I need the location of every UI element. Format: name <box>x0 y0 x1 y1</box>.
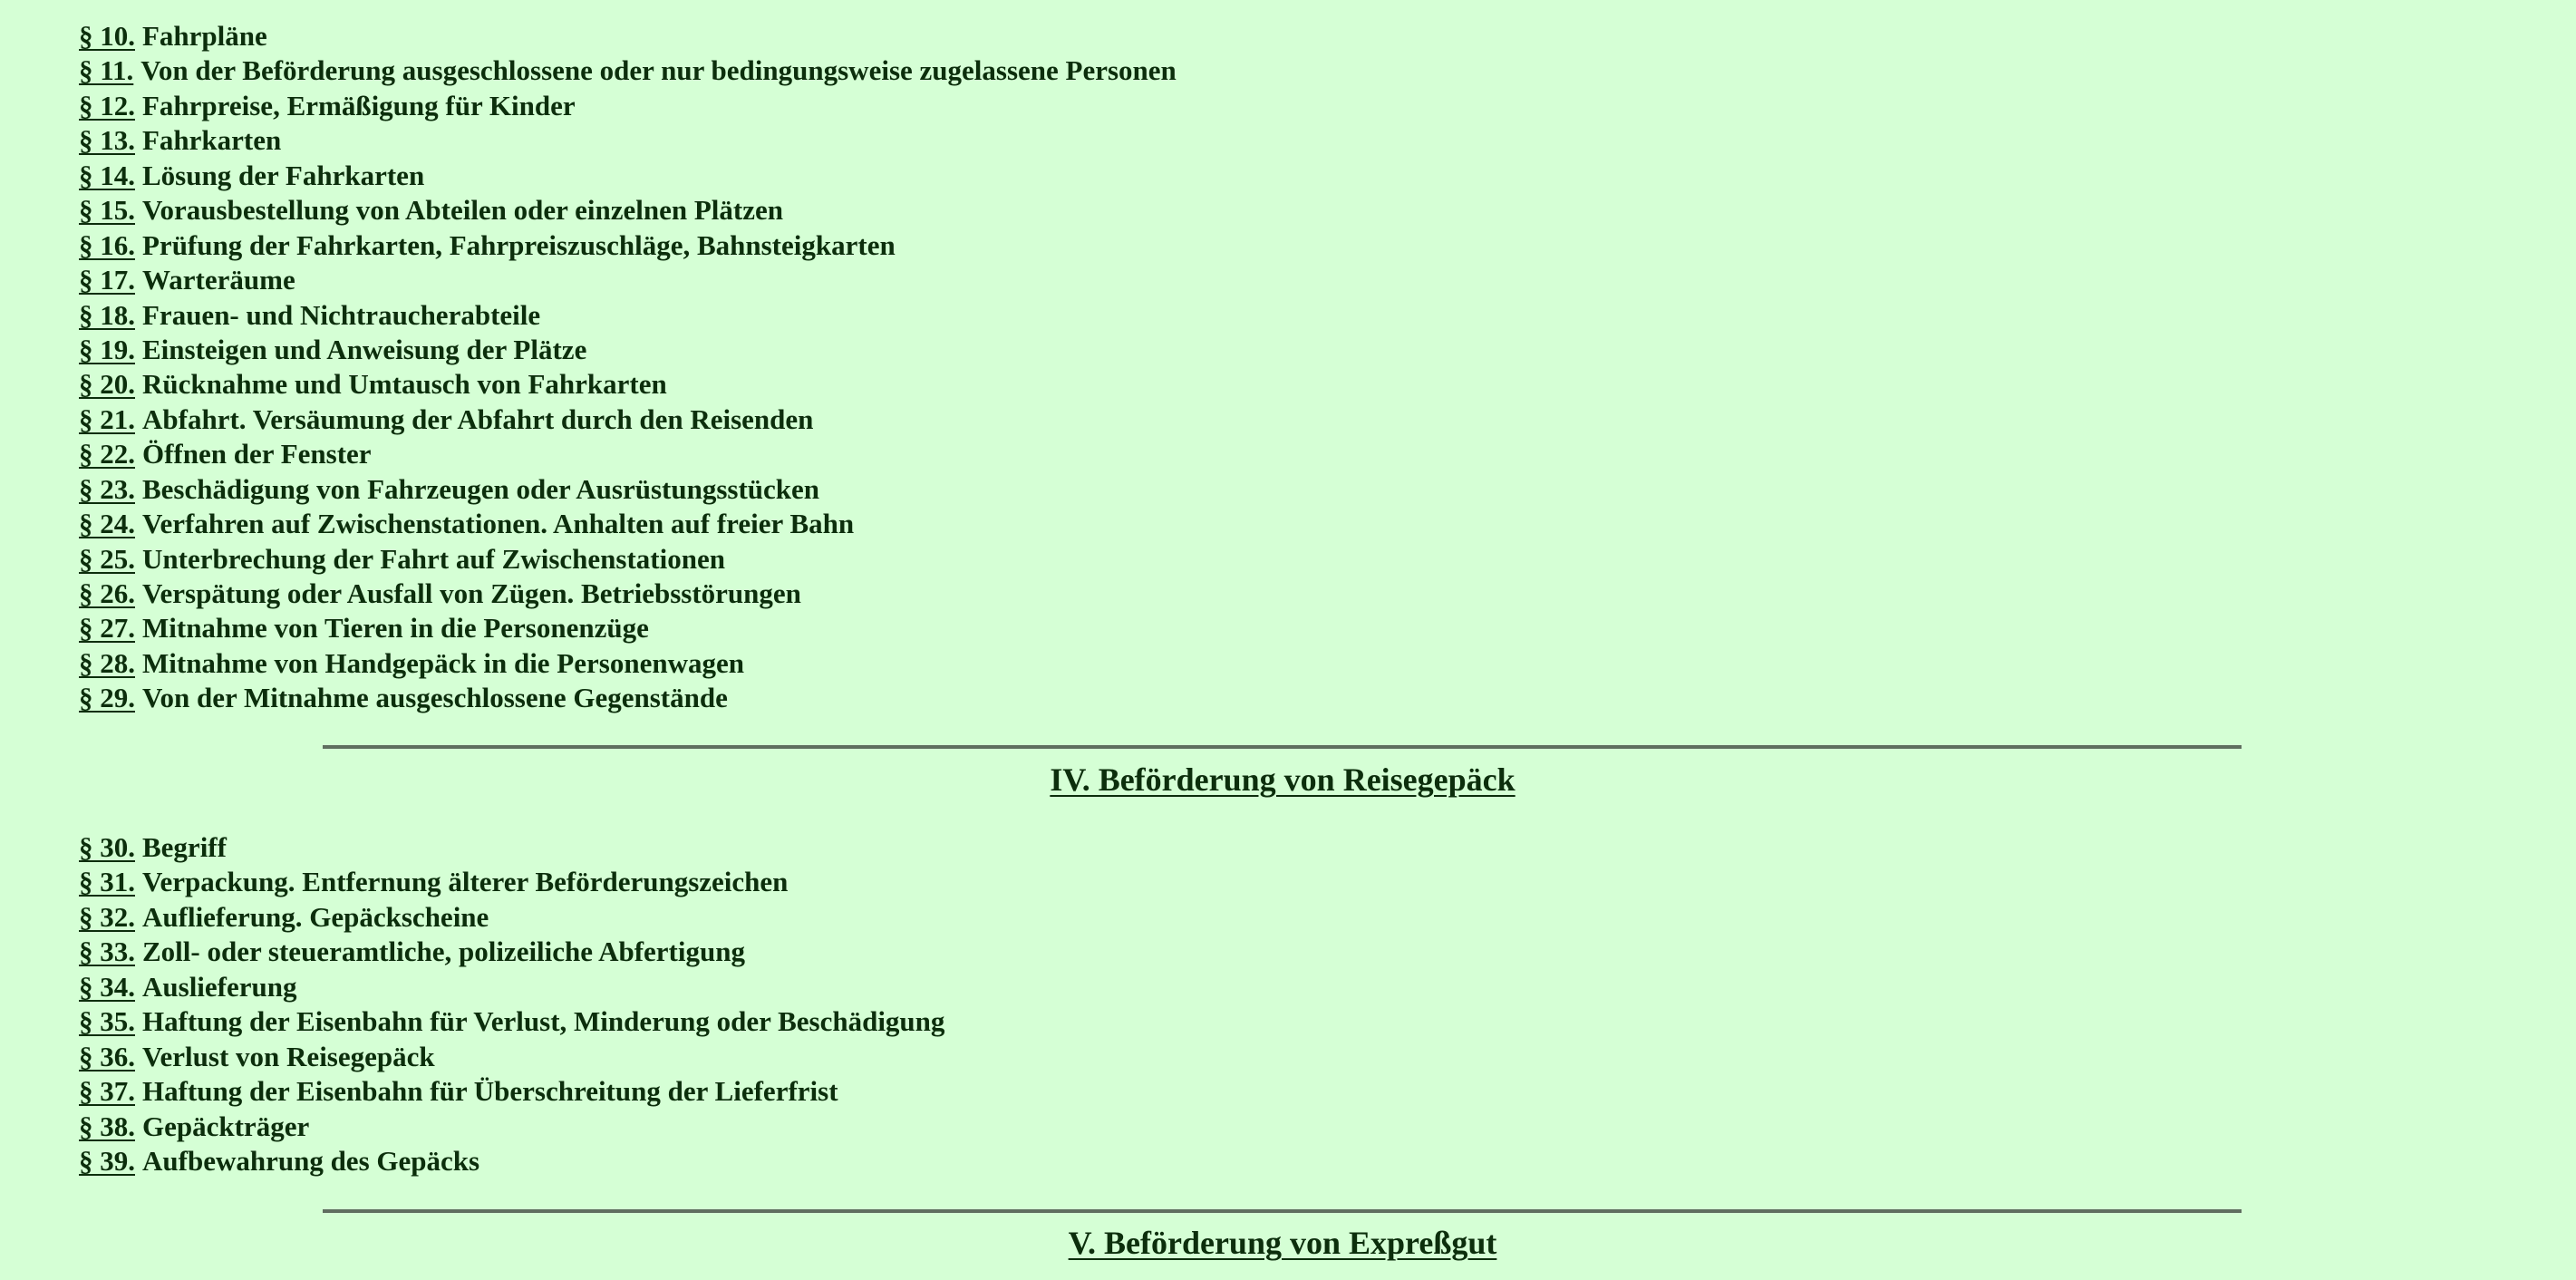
toc-list-section-3 <box>79 19 1177 716</box>
toc-item <box>79 681 1177 715</box>
paragraph-title: Verpackung. Entfernung älterer Beförderungszeichen <box>142 866 789 898</box>
toc-item <box>79 53 1177 88</box>
toc-item <box>79 298 1177 333</box>
toc-item <box>79 333 1177 367</box>
paragraph-link[interactable]: § 10. <box>79 20 135 52</box>
paragraph-title: Fahrpreise, Ermäßigung für Kinder <box>142 89 576 121</box>
section-heading-v-link[interactable]: V. Beförderung von Expreßgut <box>1068 1225 1497 1261</box>
toc-item <box>79 159 1177 193</box>
paragraph-title: Von der Mitnahme ausgeschlossene Gegenstände <box>142 682 728 714</box>
section-heading-iv <box>0 760 2565 800</box>
paragraph-link[interactable]: § 33. <box>79 936 135 968</box>
toc-item <box>79 402 1177 437</box>
paragraph-title: Auslieferung <box>142 970 297 1003</box>
paragraph-link[interactable]: § 36. <box>79 1040 135 1072</box>
paragraph-title: Zoll- oder steueramtliche, polizeiliche Abfertigung <box>142 936 745 968</box>
toc-item <box>79 1110 944 1144</box>
paragraph-link[interactable]: § 25. <box>79 542 135 575</box>
toc-item <box>79 577 1177 611</box>
paragraph-link[interactable]: § 30. <box>79 831 135 863</box>
toc-item <box>79 1144 944 1178</box>
paragraph-title: Mitnahme von Handgepäck in die Personenwagen <box>142 646 744 679</box>
paragraph-title: Auflieferung. Gepäckscheine <box>142 900 489 933</box>
paragraph-link[interactable]: § 29. <box>79 682 135 714</box>
section-divider <box>323 1209 2242 1213</box>
paragraph-title: Warteräume <box>142 264 295 296</box>
paragraph-title: Lösung der Fahrkarten <box>142 159 425 191</box>
paragraph-link[interactable]: § 27. <box>79 612 135 645</box>
paragraph-title: Öffnen der Fenster <box>142 438 372 470</box>
toc-item <box>79 228 1177 263</box>
paragraph-title: Haftung der Eisenbahn für Überschreitung der Lieferfrist <box>142 1075 838 1108</box>
toc-item <box>79 611 1177 645</box>
toc-item <box>79 646 1177 681</box>
paragraph-title: Einsteigen und Anweisung der Plätze <box>142 333 587 365</box>
paragraph-link[interactable]: § 31. <box>79 866 135 898</box>
toc-item <box>79 263 1177 297</box>
paragraph-link[interactable]: § 19. <box>79 333 135 365</box>
toc-item <box>79 935 944 969</box>
paragraph-link[interactable]: § 21. <box>79 402 135 435</box>
paragraph-link[interactable]: § 35. <box>79 1005 135 1038</box>
paragraph-link[interactable]: § 17. <box>79 264 135 296</box>
toc-item <box>79 19 1177 53</box>
section-heading-iv-link[interactable]: IV. Beförderung von Reisegepäck <box>1050 761 1516 798</box>
toc-item <box>79 193 1177 228</box>
paragraph-title: Frauen- und Nichtraucherabteile <box>142 298 541 331</box>
paragraph-title: Von der Beförderung ausgeschlossene oder nur bedingungsweise zugelassene Personen <box>140 54 1177 87</box>
paragraph-title: Abfahrt. Versäumung der Abfahrt durch den Reisenden <box>142 402 814 435</box>
paragraph-link[interactable]: § 24. <box>79 508 135 540</box>
toc-item <box>79 830 944 865</box>
toc-item <box>79 1040 944 1074</box>
toc-item <box>79 970 944 1004</box>
paragraph-link[interactable]: § 13. <box>79 124 135 157</box>
paragraph-title: Fahrpläne <box>142 20 267 52</box>
paragraph-title: Rücknahme und Umtausch von Fahrkarten <box>142 368 667 401</box>
toc-item <box>79 542 1177 577</box>
paragraph-title: Vorausbestellung von Abteilen oder einzelnen Plätzen <box>142 194 783 227</box>
paragraph-link[interactable]: § 20. <box>79 368 135 401</box>
paragraph-title: Prüfung der Fahrkarten, Fahrpreiszuschläge, Bahnsteigkarten <box>142 228 896 261</box>
paragraph-link[interactable]: § 23. <box>79 472 135 505</box>
paragraph-title: Verspätung oder Ausfall von Zügen. Betriebsstörungen <box>142 577 801 609</box>
paragraph-title: Unterbrechung der Fahrt auf Zwischenstationen <box>142 542 725 575</box>
paragraph-link[interactable]: § 38. <box>79 1110 135 1142</box>
paragraph-link[interactable]: § 26. <box>79 577 135 609</box>
section-divider <box>323 745 2242 749</box>
paragraph-link[interactable]: § 16. <box>79 228 135 261</box>
paragraph-link[interactable]: § 12. <box>79 89 135 121</box>
toc-item <box>79 1004 944 1039</box>
toc-item <box>79 89 1177 123</box>
paragraph-link[interactable]: § 37. <box>79 1075 135 1108</box>
paragraph-title: Fahrkarten <box>142 124 282 157</box>
toc-item <box>79 367 1177 402</box>
paragraph-link[interactable]: § 39. <box>79 1144 135 1177</box>
toc-item <box>79 1074 944 1109</box>
paragraph-link[interactable]: § 34. <box>79 970 135 1003</box>
paragraph-link[interactable]: § 22. <box>79 438 135 470</box>
paragraph-title: Haftung der Eisenbahn für Verlust, Minderung oder Beschädigung <box>142 1005 945 1038</box>
paragraph-link[interactable]: § 18. <box>79 298 135 331</box>
toc-list-section-4 <box>79 830 944 1178</box>
paragraph-link[interactable]: § 15. <box>79 194 135 227</box>
paragraph-title: Verfahren auf Zwischenstationen. Anhalten auf freier Bahn <box>142 508 855 540</box>
paragraph-link[interactable]: § 32. <box>79 900 135 933</box>
toc-item <box>79 865 944 899</box>
toc-item <box>79 507 1177 541</box>
paragraph-link[interactable]: § 14. <box>79 159 135 191</box>
toc-item <box>79 123 1177 158</box>
paragraph-title: Gepäckträger <box>142 1110 310 1142</box>
toc-item <box>79 900 944 935</box>
paragraph-link[interactable]: § 28. <box>79 646 135 679</box>
paragraph-link[interactable]: § 11. <box>79 54 134 87</box>
paragraph-title: Mitnahme von Tieren in die Personenzüge <box>142 612 649 645</box>
section-heading-v <box>0 1223 2565 1263</box>
toc-item <box>79 437 1177 471</box>
paragraph-title: Verlust von Reisegepäck <box>142 1040 435 1072</box>
paragraph-title: Aufbewahrung des Gepäcks <box>142 1144 480 1177</box>
toc-item <box>79 472 1177 507</box>
paragraph-title: Beschädigung von Fahrzeugen oder Ausrüstungsstücken <box>142 472 820 505</box>
paragraph-title: Begriff <box>142 831 227 863</box>
